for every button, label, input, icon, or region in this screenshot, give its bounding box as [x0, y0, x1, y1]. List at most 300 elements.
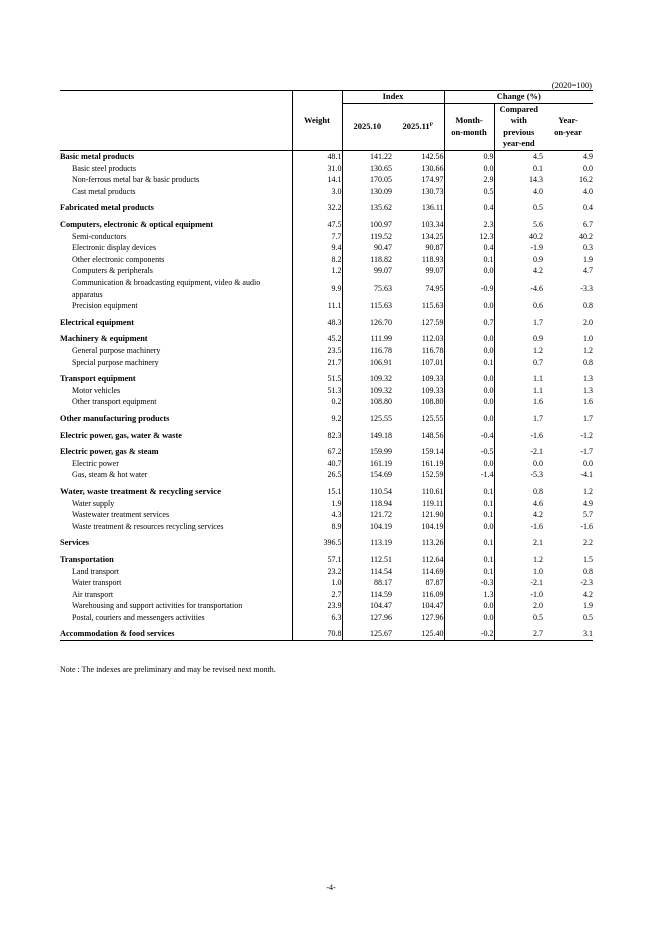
table-row	[60, 469, 593, 481]
cell-i2: 112.03	[421, 334, 444, 344]
cell-i1: 113.19	[342, 532, 392, 549]
cell-weight: 4.3	[292, 509, 342, 521]
cell-yoy: 3.1	[543, 623, 593, 640]
row-label: Other manufacturing products	[60, 413, 170, 423]
cell-cmp: 0.6	[494, 300, 543, 312]
cell-yoy: 16.2	[579, 175, 594, 185]
cell-mom: -0.3	[444, 577, 494, 589]
cell-yoy: 4.2	[583, 589, 594, 599]
cell-i1: 135.62	[342, 197, 392, 214]
cell-weight: 40.7	[292, 458, 342, 470]
index-header: Index	[342, 91, 444, 104]
cell-yoy: 2.0	[583, 317, 594, 327]
cell-i2: 121.90	[421, 510, 444, 520]
cell-weight: 1.9	[292, 498, 342, 510]
cell-i1: 149.18	[342, 425, 392, 442]
page-number: -4-	[326, 883, 336, 892]
cell-yoy: 5.7	[583, 510, 594, 520]
weight-header: Weight	[292, 91, 342, 151]
table-row	[60, 549, 593, 566]
cell-i2: 130.73	[421, 186, 444, 196]
compared-prev-year-end-header: Compared with previous year-end	[494, 103, 543, 150]
cell-mom: -0.5	[444, 441, 494, 458]
cell-weight: 26.5	[292, 469, 342, 481]
table-row	[60, 600, 593, 612]
cell-i1: 75.63	[342, 277, 392, 300]
cell-i1: 104.47	[342, 600, 392, 612]
table-row	[60, 328, 593, 345]
cell-weight: 8.9	[292, 521, 342, 533]
cell-cmp: -1.9	[494, 242, 543, 254]
cell-weight: 7.7	[292, 231, 342, 243]
cell-cmp: 0.1	[494, 163, 543, 175]
cell-weight: 9.2	[292, 408, 342, 425]
table-row	[60, 197, 593, 214]
cell-yoy: 40.2	[579, 231, 594, 241]
cell-yoy: 2.2	[583, 538, 594, 548]
cell-i2: 112.64	[421, 554, 444, 564]
cell-mom: -1.4	[444, 469, 494, 481]
cell-i1: 104.19	[342, 521, 392, 533]
cell-cmp: 0.9	[494, 328, 543, 345]
table-row	[60, 151, 593, 163]
cell-i2: 127.96	[421, 612, 444, 622]
cell-weight: 0.2	[292, 396, 342, 408]
cell-yoy: 1.7	[583, 413, 594, 423]
cell-mom: 0.0	[444, 408, 494, 425]
col-2025-11-header: $2025.11^P$	[402, 121, 434, 132]
cell-i2: 104.47	[421, 601, 444, 611]
cell-yoy: 0.0	[583, 458, 594, 468]
cell-i2: 161.19	[421, 458, 444, 468]
row-label: Waste treatment & resources recycling services	[72, 521, 224, 531]
cell-mom: 0.0	[444, 345, 494, 357]
row-label: Precision equipment	[72, 301, 138, 311]
row-label: Postal, couriers and messengers activities	[72, 612, 205, 622]
table-row	[60, 589, 593, 601]
table-row	[60, 521, 593, 533]
row-label: Transportation	[60, 554, 114, 564]
table-row	[60, 254, 593, 266]
cell-yoy: 1.0	[583, 334, 594, 344]
cell-i1: 126.70	[342, 312, 392, 329]
cell-yoy: 0.4	[583, 203, 594, 213]
cell-cmp: 1.7	[494, 312, 543, 329]
cell-cmp: 5.6	[494, 214, 543, 231]
footnote: Note : The indexes are preliminary and may be revised next month.	[60, 665, 276, 674]
cell-yoy: 1.2	[583, 486, 594, 496]
cell-i1: 119.52	[342, 231, 392, 243]
cell-cmp: -5.3	[494, 469, 543, 481]
cell-mom: 2.3	[444, 214, 494, 231]
cell-i2: 109.33	[421, 385, 444, 395]
table-row	[60, 566, 593, 578]
cell-yoy: -3.3	[580, 283, 594, 293]
cell-cmp: 1.6	[494, 396, 543, 408]
row-label: Land transport	[72, 566, 119, 576]
cell-i2: 90.87	[425, 243, 444, 253]
price-index-table	[60, 90, 593, 641]
cell-weight: 51.3	[292, 385, 342, 397]
row-label: Other electronic components	[72, 254, 165, 264]
cell-weight: 51.5	[292, 368, 342, 385]
row-label: Electronic display devices	[72, 243, 156, 253]
cell-mom: -0.4	[444, 425, 494, 442]
cell-i1: 127.96	[342, 612, 392, 624]
cell-mom: -0.9	[444, 277, 494, 300]
row-label: Computers & peripherals	[72, 266, 153, 276]
cell-i2: 125.55	[421, 413, 444, 423]
cell-i1: 130.09	[342, 186, 392, 198]
cell-cmp: 2.0	[494, 600, 543, 612]
cell-mom: 12.3	[444, 231, 494, 243]
cell-cmp: 14.3	[494, 174, 543, 186]
cell-yoy: 4.9	[583, 498, 594, 508]
cell-i1: 161.19	[342, 458, 392, 470]
cell-i1: 111.99	[342, 328, 392, 345]
cell-cmp: 4.6	[494, 498, 543, 510]
table-row	[60, 242, 593, 254]
table-row	[60, 425, 593, 442]
cell-i2: 107.01	[421, 357, 444, 367]
cell-weight: 11.1	[292, 300, 342, 312]
row-label: Basic steel products	[72, 163, 136, 173]
cell-i2: 159.14	[421, 447, 444, 457]
row-label: Air transport	[72, 589, 114, 599]
cell-yoy: 1.6	[583, 397, 594, 407]
cell-mom: 0.0	[444, 300, 494, 312]
cell-weight: 3.0	[292, 186, 342, 198]
cell-i2: 108.80	[421, 397, 444, 407]
cell-cmp: 0.7	[494, 357, 543, 369]
row-label: Water supply	[72, 498, 115, 508]
table-row	[60, 458, 593, 470]
cell-i1: 154.69	[342, 469, 392, 481]
cell-cmp: -1.0	[494, 589, 543, 601]
row-label: Services	[60, 538, 90, 548]
table-row	[60, 300, 593, 312]
base-year-note: (2020=100)	[551, 80, 592, 90]
cell-cmp: 4.2	[494, 509, 543, 521]
cell-yoy: 1.5	[583, 554, 594, 564]
table-row	[60, 385, 593, 397]
cell-weight: 67.2	[292, 441, 342, 458]
cell-i2: 116.09	[421, 589, 444, 599]
row-label: Electric power	[72, 458, 119, 468]
cell-weight: 2.7	[292, 589, 342, 601]
row-label: Cast metal products	[72, 186, 136, 196]
cell-cmp: 4.0	[494, 186, 543, 198]
cell-i1: 108.80	[342, 396, 392, 408]
cell-weight: 1.2	[292, 265, 342, 277]
cell-cmp: -4.6	[494, 277, 543, 300]
cell-yoy: 1.9	[583, 601, 594, 611]
cell-mom: 0.0	[444, 600, 494, 612]
row-label: Special purpose machinery	[72, 357, 159, 367]
col-2025-10-header: 2025.10	[342, 103, 392, 150]
cell-yoy: 1.3	[583, 385, 594, 395]
cell-i1: 170.05	[342, 174, 392, 186]
cell-mom: 0.1	[444, 254, 494, 266]
cell-i2: 134.25	[421, 231, 444, 241]
cell-yoy: 4.9	[583, 152, 594, 162]
row-label: Wastewater treatment services	[72, 510, 170, 520]
table-row	[60, 174, 593, 186]
cell-i1: 125.67	[342, 623, 392, 640]
row-label: Machinery & equipment	[60, 334, 148, 344]
row-label: Basic metal products	[60, 152, 135, 162]
table-row	[60, 186, 593, 198]
table-row	[60, 396, 593, 408]
cell-cmp: 1.2	[494, 345, 543, 357]
cell-mom: 0.1	[444, 549, 494, 566]
cell-i2: 116.78	[421, 346, 444, 355]
cell-i1: 90.47	[342, 242, 392, 254]
cell-i1: 88.17	[342, 577, 392, 589]
cell-weight: 48.1	[292, 151, 342, 163]
row-label: Computers, electronic & optical equipment	[60, 220, 214, 230]
cell-weight: 8.2	[292, 254, 342, 266]
row-label: Non-ferrous metal bar & basic products	[72, 175, 200, 185]
cell-i1: 110.54	[342, 481, 392, 498]
cell-i2: 174.97	[421, 175, 444, 185]
year-on-year-header: Year-on-year	[554, 115, 582, 137]
cell-i2: 114.69	[421, 566, 444, 576]
cell-yoy: 0.5	[583, 612, 594, 622]
table-row	[60, 623, 593, 640]
row-label: General purpose machinery	[72, 346, 161, 355]
cell-cmp: 0.5	[494, 612, 543, 624]
cell-mom: 0.0	[444, 328, 494, 345]
cell-i2: 142.56	[421, 152, 444, 162]
cell-i2: 109.33	[421, 374, 444, 384]
cell-i2: 113.26	[421, 538, 444, 548]
cell-i2: 152.59	[421, 470, 444, 480]
cell-i1: 99.07	[342, 265, 392, 277]
cell-i2: 125.40	[392, 623, 444, 640]
cell-i1: 109.32	[342, 368, 392, 385]
cell-i1: 118.82	[342, 254, 392, 266]
row-label: Communication & broadcasting equipment, video & audio apparatus	[72, 278, 261, 299]
cell-yoy: 4.0	[583, 186, 594, 196]
cell-cmp: 0.0	[494, 458, 543, 470]
table-row	[60, 509, 593, 521]
table-row	[60, 357, 593, 369]
table-row	[60, 577, 593, 589]
cell-yoy: -4.1	[580, 470, 594, 480]
cell-weight: 396.5	[292, 532, 342, 549]
row-label: Transport equipment	[60, 374, 136, 384]
cell-weight: 57.1	[292, 549, 342, 566]
row-label: Electric power, gas, water & waste	[60, 430, 182, 440]
row-label: Motor vehicles	[72, 385, 121, 395]
cell-weight: 23.5	[292, 345, 342, 357]
table-row	[60, 163, 593, 175]
cell-i1: 106.91	[342, 357, 392, 369]
cell-i2: 115.63	[421, 301, 444, 311]
cell-mom: 0.9	[444, 151, 494, 163]
table-row	[60, 345, 593, 357]
cell-weight: 15.1	[292, 481, 342, 498]
cell-cmp: 1.1	[494, 368, 543, 385]
cell-mom: 0.1	[444, 481, 494, 498]
table-row	[60, 214, 593, 231]
cell-mom: 0.7	[444, 312, 494, 329]
cell-i2: 119.11	[422, 498, 444, 508]
cell-cmp: 0.8	[494, 481, 543, 498]
cell-i2: 118.93	[421, 254, 444, 264]
cell-cmp: 1.2	[494, 549, 543, 566]
cell-yoy: 1.9	[583, 254, 594, 264]
row-label: Electric power, gas & steam	[60, 447, 159, 457]
row-label: Other transport equipment	[72, 397, 157, 407]
cell-i1: 159.99	[342, 441, 392, 458]
table-row	[60, 368, 593, 385]
cell-weight: 14.1	[292, 174, 342, 186]
cell-mom: 0.0	[444, 265, 494, 277]
cell-cmp: 2.7	[494, 623, 543, 640]
cell-yoy: 0.0	[583, 163, 594, 173]
cell-mom: 0.1	[444, 532, 494, 549]
cell-mom: 0.0	[444, 521, 494, 533]
cell-mom: 0.1	[444, 566, 494, 578]
cell-yoy: 1.2	[583, 346, 594, 355]
table-row	[60, 441, 593, 458]
table-row	[60, 498, 593, 510]
cell-mom: 0.4	[444, 197, 494, 214]
cell-i2: 130.66	[421, 163, 444, 173]
cell-weight: 9.9	[292, 277, 342, 300]
cell-cmp: -2.1	[494, 577, 543, 589]
cell-mom: 0.1	[444, 498, 494, 510]
cell-cmp: 0.9	[494, 254, 543, 266]
cell-mom: 0.0	[444, 368, 494, 385]
cell-mom: 0.1	[444, 509, 494, 521]
cell-mom: 0.0	[444, 458, 494, 470]
table-row	[60, 312, 593, 329]
cell-cmp: 0.5	[494, 197, 543, 214]
cell-yoy: -1.7	[580, 447, 594, 457]
month-on-month-header: Month-on-month	[444, 103, 494, 150]
cell-weight: 48.3	[292, 312, 342, 329]
cell-mom: 0.0	[444, 385, 494, 397]
table-row	[60, 532, 593, 549]
cell-i1: 141.22	[342, 151, 392, 163]
cell-cmp: -1.6	[494, 425, 543, 442]
cell-i1: 114.54	[342, 566, 392, 578]
cell-yoy: 1.3	[583, 374, 594, 384]
cell-mom: 2.9	[444, 174, 494, 186]
table-row	[60, 277, 593, 300]
table-row	[60, 265, 593, 277]
cell-weight: 47.5	[292, 214, 342, 231]
cell-i1: 116.78	[342, 345, 392, 357]
cell-yoy: 4.7	[583, 266, 594, 276]
cell-weight: 23.2	[292, 566, 342, 578]
cell-weight: 6.3	[292, 612, 342, 624]
cell-cmp: 1.0	[494, 566, 543, 578]
cell-i2: 136.11	[421, 203, 444, 213]
cell-i2: 148.56	[421, 430, 444, 440]
cell-weight: 32.2	[292, 197, 342, 214]
cell-cmp: 4.5	[494, 151, 543, 163]
row-label: Semi-conductors	[72, 231, 127, 241]
table-row	[60, 231, 593, 243]
cell-i2: 99.07	[425, 266, 444, 276]
cell-yoy: 0.3	[583, 243, 594, 253]
cell-weight: 23.9	[292, 600, 342, 612]
cell-yoy: 0.8	[583, 301, 594, 311]
cell-cmp: 1.1	[494, 385, 543, 397]
cell-weight: 21.7	[292, 357, 342, 369]
cell-mom: 0.4	[444, 242, 494, 254]
cell-cmp: 2.1	[494, 532, 543, 549]
cell-weight: 70.8	[292, 623, 342, 640]
row-label: Water transport	[72, 578, 122, 588]
cell-mom: 0.5	[444, 186, 494, 198]
table-row	[60, 408, 593, 425]
cell-i1: 112.51	[342, 549, 392, 566]
cell-weight: 82.3	[292, 425, 342, 442]
row-label: Water, waste treatment & recycling service	[60, 485, 222, 496]
cell-i2: 104.19	[421, 521, 444, 531]
cell-weight: 31.0	[292, 163, 342, 175]
cell-weight: 1.0	[292, 577, 342, 589]
cell-yoy: 6.7	[583, 220, 594, 230]
table-row	[60, 612, 593, 624]
cell-mom: 1.3	[444, 589, 494, 601]
change-header: Change (%)	[444, 91, 593, 104]
cell-cmp: 4.2	[494, 265, 543, 277]
cell-mom: 0.1	[444, 357, 494, 369]
row-label: Electrical equipment	[60, 317, 134, 327]
cell-i2: 74.95	[425, 283, 444, 293]
cell-cmp: 1.7	[494, 408, 543, 425]
cell-i2: 87.87	[425, 578, 444, 588]
cell-yoy: 0.8	[583, 566, 594, 576]
row-label: Warehousing and support activities for transportation	[72, 601, 243, 611]
cell-weight: 9.4	[292, 242, 342, 254]
row-label: Gas, steam & hot water	[72, 470, 148, 480]
cell-mom: -0.2	[444, 623, 494, 640]
cell-cmp: -2.1	[494, 441, 543, 458]
cell-yoy: 0.8	[583, 357, 594, 367]
cell-mom: 0.0	[444, 163, 494, 175]
cell-i1: 121.72	[342, 509, 392, 521]
cell-i1: 100.97	[342, 214, 392, 231]
cell-yoy: -1.2	[580, 430, 594, 440]
cell-i1: 114.59	[342, 589, 392, 601]
cell-mom: 0.0	[444, 396, 494, 408]
cell-i1: 118.94	[342, 498, 392, 510]
cell-i1: 115.63	[342, 300, 392, 312]
cell-i1: 125.55	[342, 408, 392, 425]
cell-yoy: -2.3	[580, 578, 594, 588]
table-row	[60, 481, 593, 498]
cell-i2: 103.34	[421, 220, 444, 230]
cell-mom: 0.0	[444, 612, 494, 624]
cell-cmp: 40.2	[494, 231, 543, 243]
cell-i2: 110.61	[421, 486, 444, 496]
row-label: Accommodation & food services	[60, 623, 292, 640]
cell-i1: 130.65	[342, 163, 392, 175]
cell-i2: 127.59	[421, 317, 444, 327]
cell-yoy: -1.6	[580, 521, 594, 531]
row-label: Fabricated metal products	[60, 203, 154, 213]
cell-i1: 109.32	[342, 385, 392, 397]
cell-weight: 45.2	[292, 328, 342, 345]
cell-cmp: -1.6	[494, 521, 543, 533]
